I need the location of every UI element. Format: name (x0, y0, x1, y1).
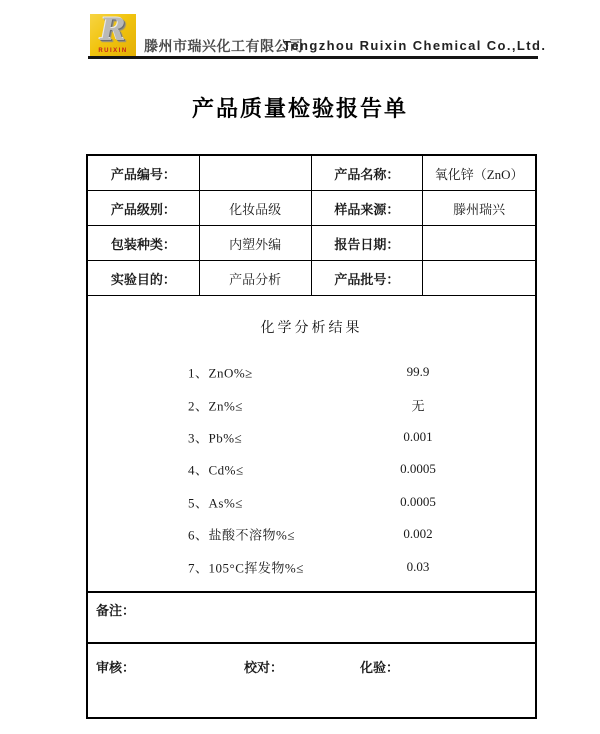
company-logo (90, 14, 136, 58)
label-package-type: 包装种类： (88, 226, 200, 261)
analysis-item-value: 0.001 (403, 428, 433, 444)
label-product-name: 产品名称： (312, 156, 424, 191)
value-product-name: 氧化锌（ZnO） (423, 156, 535, 191)
company-name-chinese: 滕州市瑞兴化工有限公司 (144, 38, 304, 54)
analysis-item-cd (88, 453, 535, 485)
analysis-section (88, 296, 535, 593)
proofread-label: 校对： (244, 660, 284, 675)
label-report-date: 报告日期： (312, 226, 424, 261)
value-product-grade: 化妆品级 (200, 191, 312, 226)
value-product-number (200, 156, 312, 191)
signature-row (88, 644, 535, 714)
analysis-item-name: 7、105°C挥发物%≤ (188, 560, 304, 576)
info-grid (88, 156, 535, 296)
analysis-heading: 化学分析结果 (260, 321, 363, 336)
report-table (86, 154, 537, 719)
analysis-item-name: 2、Zn%≤ (188, 398, 243, 414)
analysis-item-as (88, 486, 535, 518)
remarks-label: 备注： (96, 603, 136, 618)
logo-r-icon: R (100, 12, 126, 48)
analysis-item-value: 0.0005 (400, 493, 436, 509)
company-name-english: Tengzhou Ruixin Chemical Co.,Ltd. (283, 38, 547, 53)
letterhead-divider (88, 56, 538, 59)
analysis-item-volatiles (88, 550, 535, 582)
value-report-date (423, 226, 535, 261)
analysis-item-pb (88, 421, 535, 453)
logo-brand-text: RUIXIN (98, 48, 128, 54)
remarks-row (88, 593, 535, 644)
page-title: 产品质量检验报告单 (191, 96, 408, 121)
value-test-purpose: 产品分析 (200, 261, 312, 296)
analysis-item-value: 99.9 (406, 364, 430, 380)
analysis-item-value: 0.0005 (400, 461, 436, 477)
analysis-item-name: 6、盐酸不溶物%≤ (188, 527, 295, 543)
analysis-item-name: 4、Cd%≤ (188, 462, 244, 478)
test-label: 化验： (360, 660, 400, 675)
analysis-item-value: 0.03 (406, 558, 430, 574)
analysis-item-value: 0.002 (403, 526, 433, 542)
label-sample-source: 样品来源： (312, 191, 424, 226)
label-batch-number: 产品批号： (312, 261, 424, 296)
review-label: 审核： (96, 660, 136, 675)
label-product-grade: 产品级别： (88, 191, 200, 226)
analysis-item-hcl-insoluble (88, 518, 535, 550)
analysis-item-name: 1、ZnO%≥ (188, 365, 253, 381)
value-package-type: 内塑外编 (200, 226, 312, 261)
value-sample-source: 滕州瑞兴 (423, 191, 535, 226)
value-batch-number (423, 261, 535, 296)
label-product-number: 产品编号： (88, 156, 200, 191)
analysis-item-name: 5、As%≤ (188, 495, 243, 511)
analysis-item-value: 无 (411, 398, 425, 414)
analysis-item-zno (88, 356, 535, 388)
label-test-purpose: 实验目的： (88, 261, 200, 296)
analysis-item-zn (88, 388, 535, 420)
analysis-item-name: 3、Pb%≤ (188, 430, 243, 446)
